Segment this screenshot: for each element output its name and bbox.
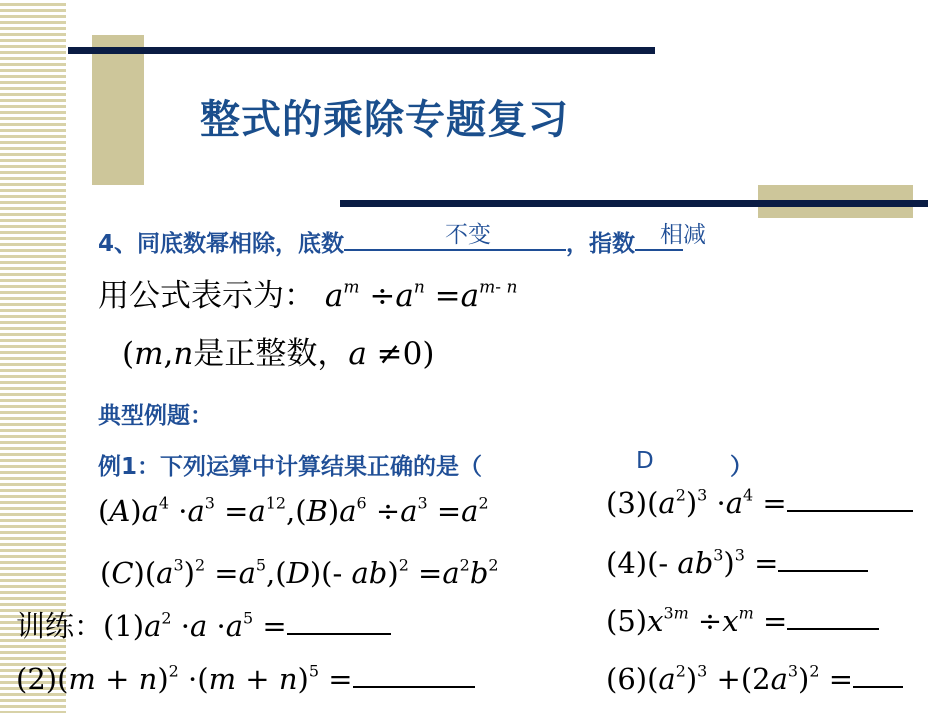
example1-text: 例1：下列运算中计算结果正确的是（ bbox=[98, 454, 483, 480]
page-title: 整式的乘除专题复习 bbox=[200, 97, 569, 143]
exercise-4: (4)(- $ab^3)^3$ = bbox=[606, 546, 868, 580]
example1-close: ） bbox=[730, 454, 753, 480]
practice-label: 训练： bbox=[16, 609, 104, 643]
rule-mid: 指数 bbox=[589, 231, 636, 257]
example1-question bbox=[98, 448, 482, 481]
examples-heading: 典型例题： bbox=[98, 403, 213, 429]
decorative-bar-middle bbox=[340, 200, 928, 207]
answer-1: 不变 bbox=[445, 222, 491, 248]
exercise-5: $(5)x^{3m} \div x^m$ = bbox=[606, 604, 879, 638]
formula-condition: (m,n是正整数，a ≠0) bbox=[122, 336, 435, 372]
formula: $a^m \div a^n =a^{m- n}$ bbox=[324, 277, 518, 314]
example1-answer: D bbox=[636, 448, 654, 474]
option-a-b: $(A)a^4 \cdot a^3 =a^{12},(B)a^6 \div a^3 =a^2$ bbox=[98, 493, 489, 528]
decorative-bar-top bbox=[68, 47, 655, 54]
formula-label: 用公式表示为： bbox=[98, 278, 315, 314]
option-c-d: $(C)(a^3)^2 =a^5,(D)(-$ $ab)^2 =a^2b^2$ bbox=[100, 555, 499, 590]
formula-line bbox=[98, 270, 517, 315]
rule-prefix: 4、同底数幂相除，底数 bbox=[98, 231, 345, 257]
exercise-3: $(3)(a^2)^3 \cdot a^4$ = bbox=[606, 486, 913, 520]
rule-statement bbox=[98, 225, 683, 258]
decorative-block-left bbox=[92, 35, 144, 185]
answer-2: 相减 bbox=[660, 222, 706, 248]
rule-sep: ， bbox=[566, 231, 590, 257]
exercise-6: $(6)(a^2)^3 +(2a^3)^2$ = bbox=[606, 662, 903, 696]
exercise-1: 训练：$(1)a^2 \cdot a \cdot a^5$ = bbox=[16, 604, 391, 645]
exercise-2: $(2)(m + n)^2 \cdot(m + n)^5$ = bbox=[16, 662, 475, 696]
